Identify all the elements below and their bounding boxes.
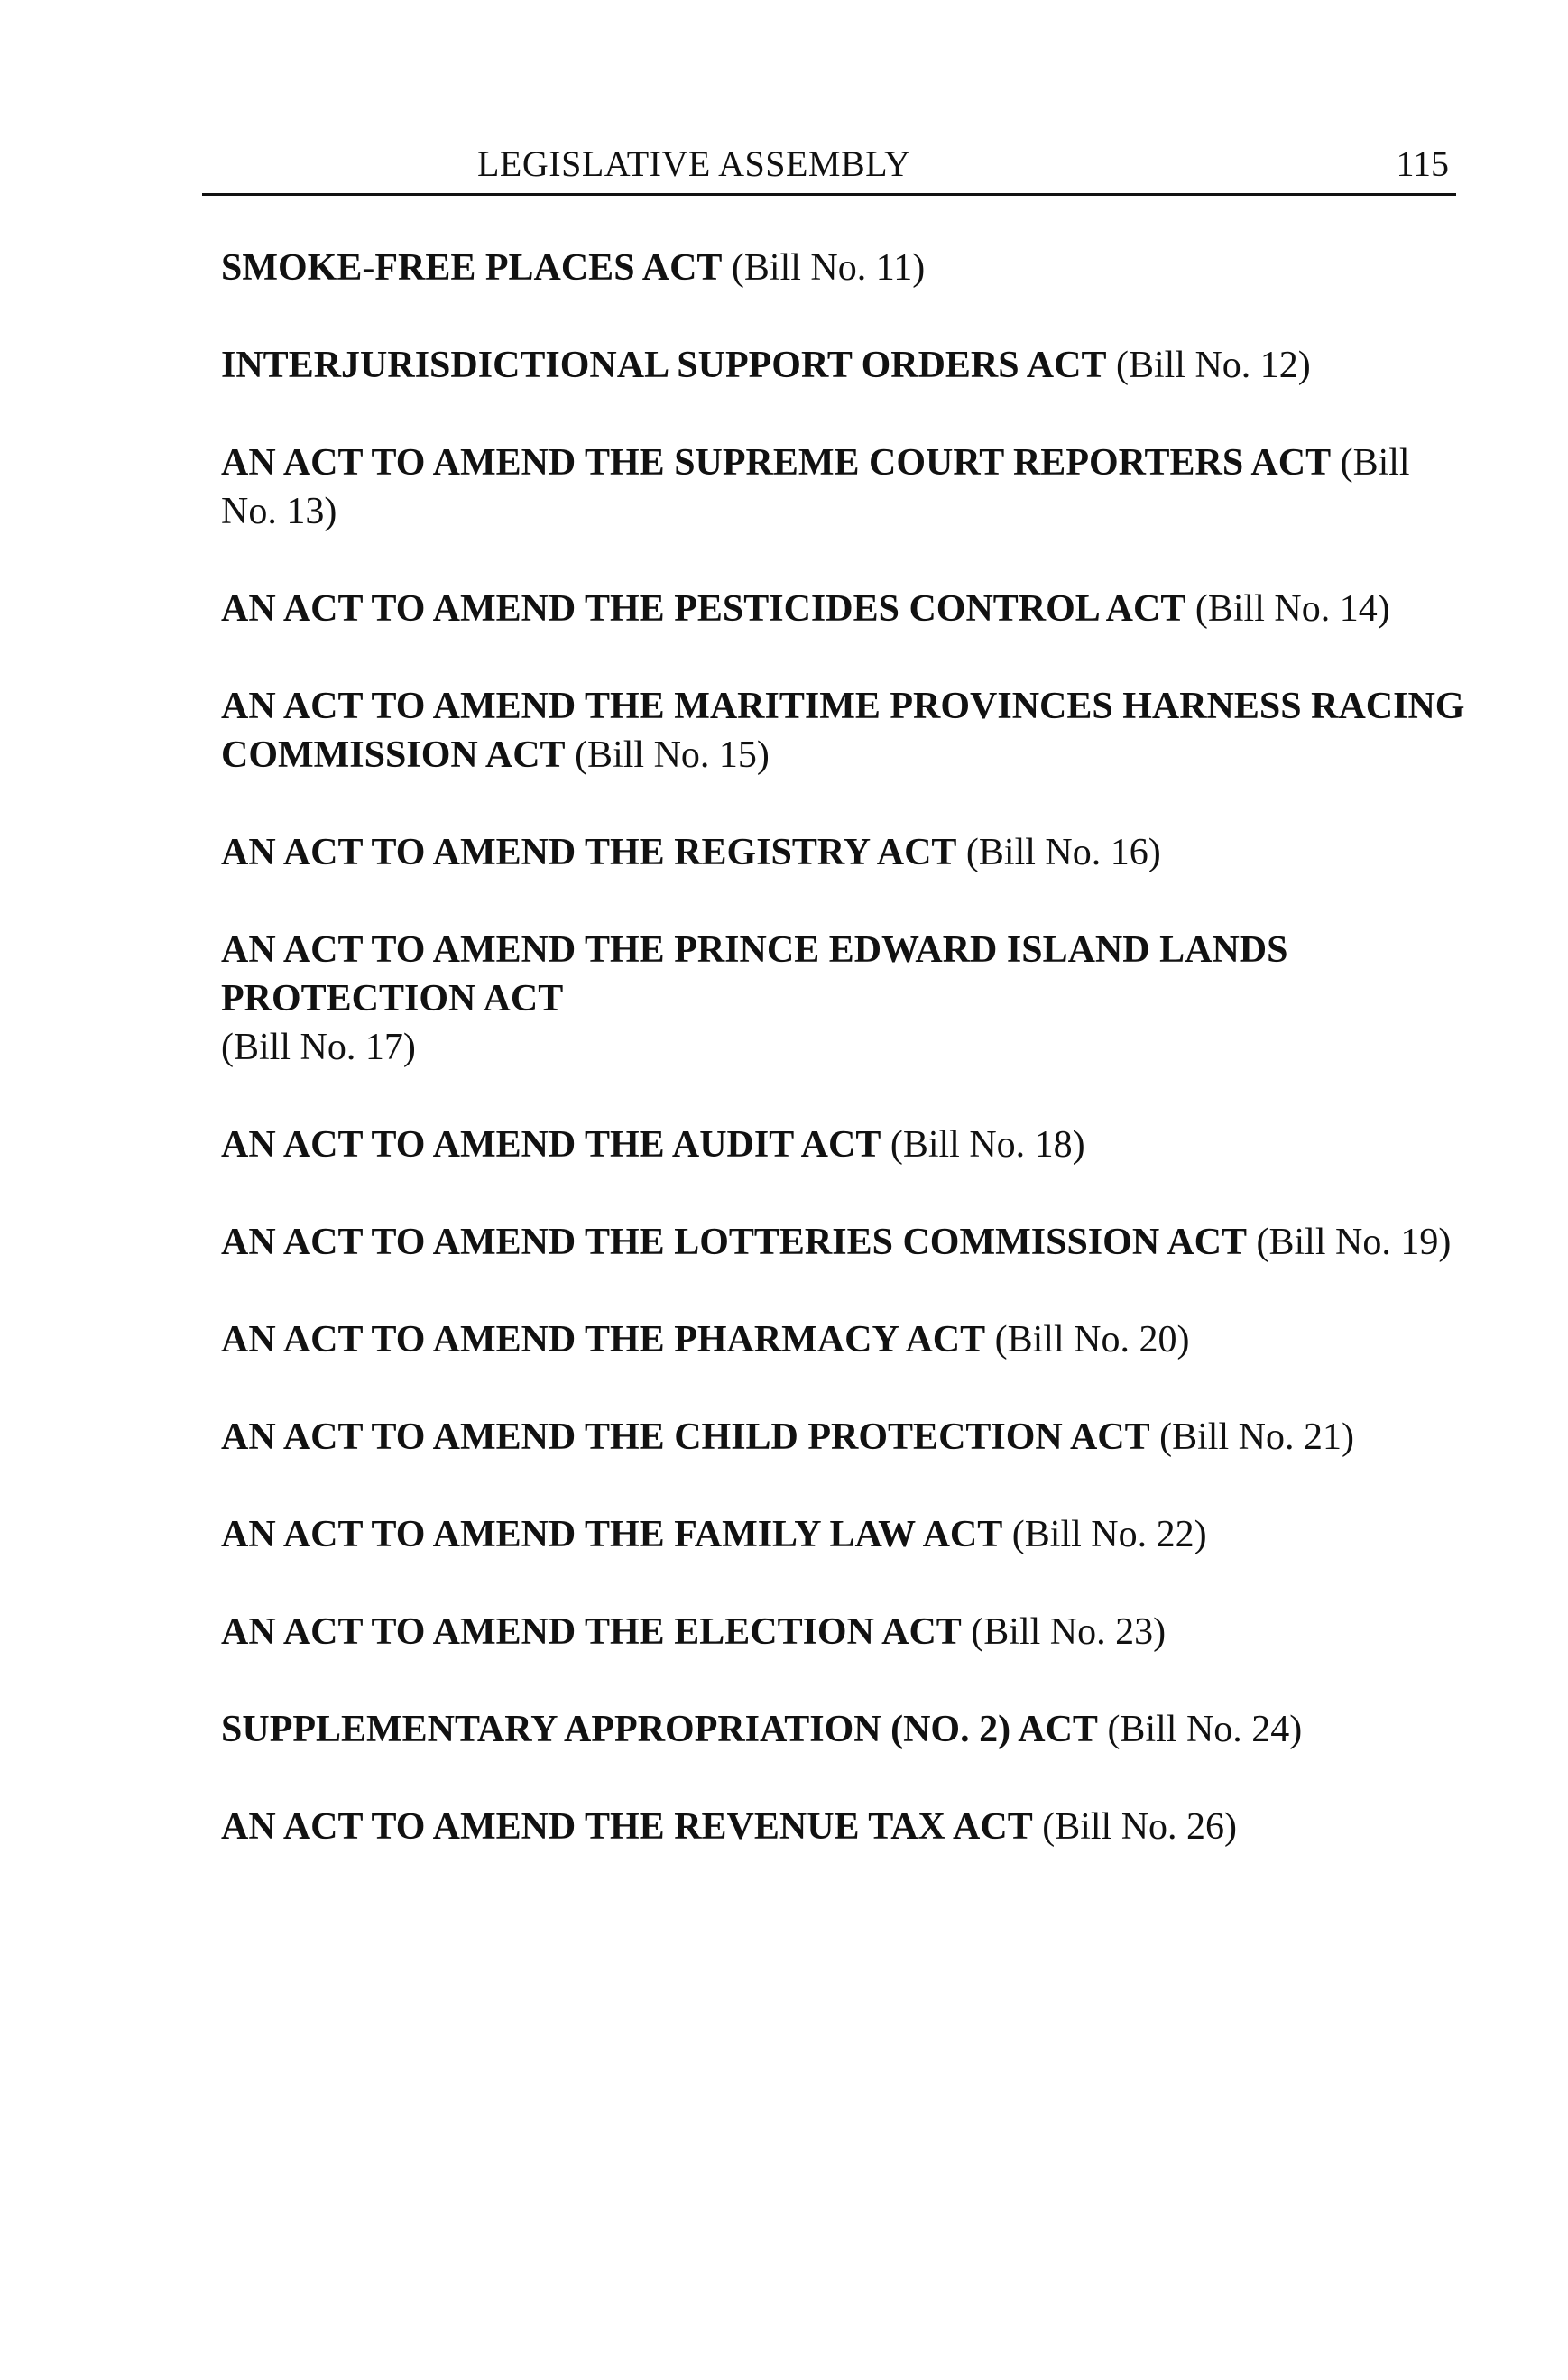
- bill-title: SUPPLEMENTARY APPROPRIATION (NO. 2) ACT: [221, 1709, 1098, 1750]
- bill-entry: [221, 1413, 1471, 1462]
- bill-entry: [221, 585, 1471, 633]
- bill-title: AN ACT TO AMEND THE SUPREME COURT REPORTERS ACT: [221, 442, 1332, 484]
- bill-title: AN ACT TO AMEND THE ELECTION ACT: [221, 1611, 962, 1653]
- bill-number: (Bill No. 15): [575, 734, 770, 776]
- bill-entry: [221, 926, 1471, 1072]
- bill-entry: [221, 1803, 1471, 1851]
- bill-title: AN ACT TO AMEND THE FAMILY LAW ACT: [221, 1514, 1003, 1555]
- bill-entry: [221, 1315, 1471, 1364]
- bill-title: AN ACT TO AMEND THE REGISTRY ACT: [221, 832, 957, 873]
- bill-number: (Bill No. 14): [1194, 588, 1390, 630]
- bill-number: (Bill No. 13): [221, 442, 1410, 532]
- bill-title: AN ACT TO AMEND THE MARITIME PROVINCES HARNESS RACING COMMISSION ACT: [221, 686, 1465, 776]
- bill-entry: [221, 828, 1471, 877]
- bill-entry: [221, 1510, 1471, 1559]
- bill-title: AN ACT TO AMEND THE PHARMACY ACT: [221, 1319, 986, 1361]
- bill-number: (Bill No. 16): [965, 832, 1161, 873]
- bill-entry: [221, 438, 1471, 536]
- bill-number: (Bill No. 24): [1107, 1709, 1303, 1750]
- bill-entry: [221, 1218, 1471, 1267]
- bill-title: AN ACT TO AMEND THE CHILD PROTECTION ACT: [221, 1416, 1150, 1458]
- bill-number: (Bill No. 20): [994, 1319, 1190, 1361]
- bill-entry: [221, 1705, 1471, 1754]
- bill-title: AN ACT TO AMEND THE REVENUE TAX ACT: [221, 1806, 1033, 1848]
- bill-list: [221, 244, 1471, 1900]
- bill-number: (Bill No. 19): [1256, 1222, 1452, 1263]
- bill-title: INTERJURISDICTIONAL SUPPORT ORDERS ACT: [221, 345, 1107, 386]
- bill-number: (Bill No. 11): [731, 247, 926, 289]
- bill-title: AN ACT TO AMEND THE LOTTERIES COMMISSION ACT: [221, 1222, 1248, 1263]
- running-head: LEGISLATIVE ASSEMBLY: [477, 143, 911, 184]
- bill-entry: [221, 1608, 1471, 1656]
- bill-title: SMOKE-FREE PLACES ACT: [221, 247, 723, 289]
- bill-number: (Bill No. 26): [1042, 1806, 1238, 1848]
- bill-entry: [221, 682, 1471, 779]
- bill-number: (Bill No. 17): [221, 1027, 416, 1068]
- bill-number: (Bill No. 23): [971, 1611, 1167, 1653]
- page-header: [202, 143, 1456, 196]
- bill-number: (Bill No. 22): [1011, 1514, 1207, 1555]
- bill-number: (Bill No. 21): [1159, 1416, 1354, 1458]
- bill-number: (Bill No. 12): [1115, 345, 1311, 386]
- bill-entry: [221, 1121, 1471, 1169]
- bill-entry: [221, 341, 1471, 390]
- bill-title: AN ACT TO AMEND THE PESTICIDES CONTROL ACT: [221, 588, 1186, 630]
- bill-title: AN ACT TO AMEND THE AUDIT ACT: [221, 1124, 881, 1166]
- page-number: 115: [1396, 143, 1449, 184]
- bill-number: (Bill No. 18): [890, 1124, 1085, 1166]
- bill-title: AN ACT TO AMEND THE PRINCE EDWARD ISLAND LANDS PROTECTION ACT: [221, 929, 1288, 1019]
- bill-entry: [221, 244, 1471, 292]
